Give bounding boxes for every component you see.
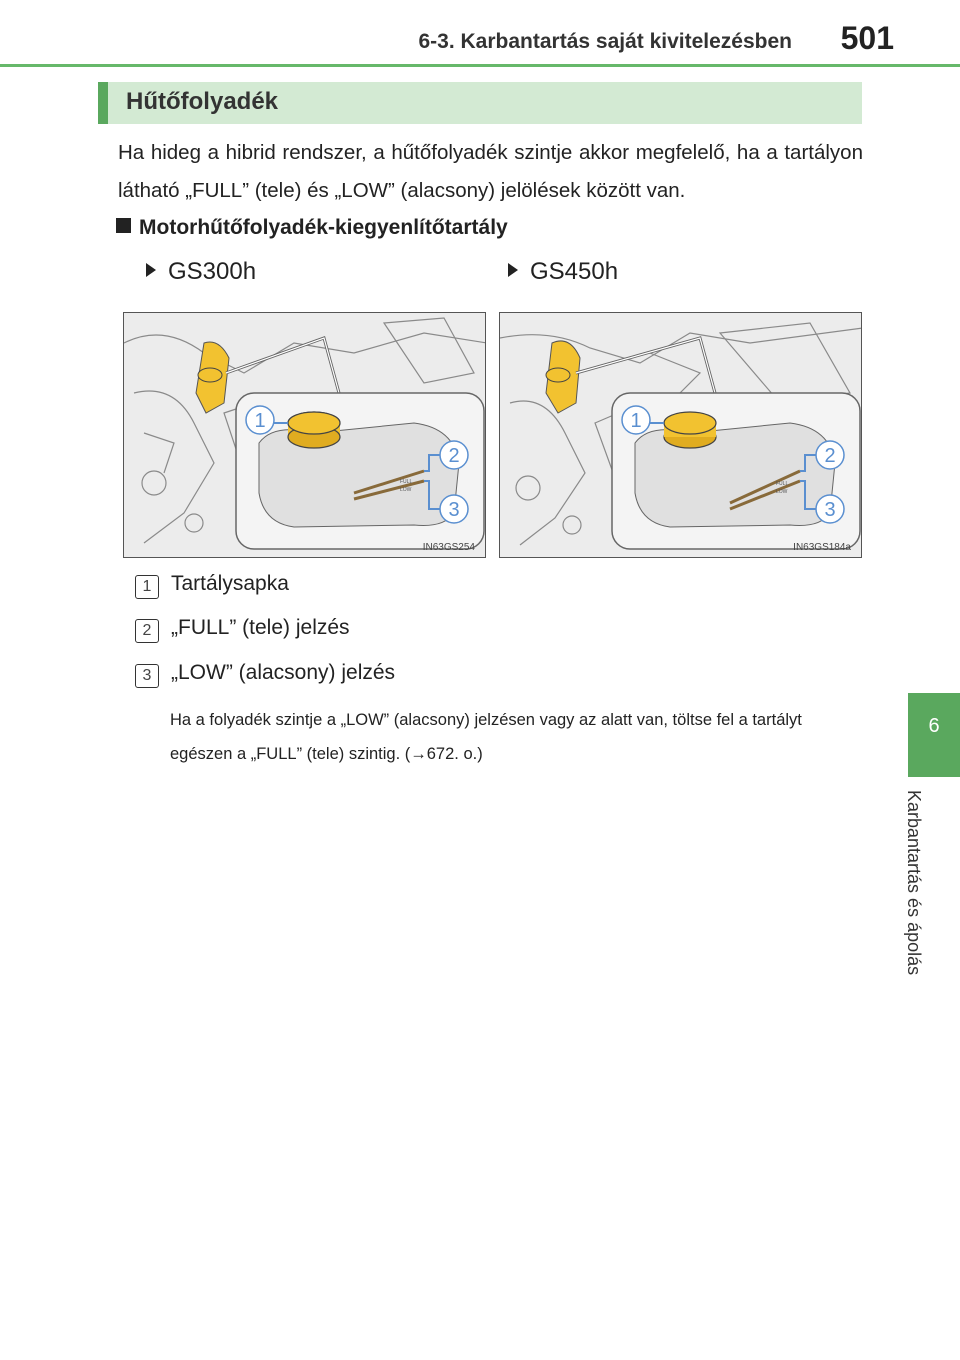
callout-3: 3 xyxy=(448,499,460,521)
triangle-bullet-icon xyxy=(508,263,518,277)
page-number: 501 xyxy=(840,20,894,56)
legend-number-badge: 3 xyxy=(135,664,159,688)
header-title: 6-3. Karbantartás saját kivitelezésben xyxy=(418,30,792,53)
callout-2: 2 xyxy=(448,445,460,467)
tank-label-low: LOW xyxy=(776,489,788,495)
figure-code: IN63GS184a xyxy=(793,542,851,553)
subheading-text: Motorhűtőfolyadék-kiegyenlítőtartály xyxy=(139,216,508,239)
figure-gs450h xyxy=(499,312,862,558)
tank-label-low: LOW xyxy=(400,487,412,493)
variant-text: GS300h xyxy=(168,258,257,285)
callout-1: 1 xyxy=(630,410,642,432)
legend-label: „LOW” (alacsony) jelzés xyxy=(171,661,396,684)
figure-code: IN63GS254 xyxy=(422,542,475,553)
engine-illustration xyxy=(124,313,486,558)
side-chapter-tab xyxy=(908,693,960,777)
tank-label-full: FULL xyxy=(776,481,789,487)
legend-label: Tartálysapka xyxy=(171,572,289,595)
callout-3: 3 xyxy=(824,499,836,521)
note-paragraph: Ha a folyadék szintje a „LOW” (alacsony) jelzésen vagy az alatt van, töltse fel a tartályt egészen a „FULL” (tele) szintig. (→672. o.) xyxy=(170,711,802,763)
legend-label: „FULL” (tele) jelzés xyxy=(171,616,350,639)
subheading xyxy=(116,216,508,240)
figure-gs300h xyxy=(123,312,486,558)
triangle-bullet-icon xyxy=(146,263,156,277)
header-rule xyxy=(0,64,960,67)
side-chapter-number: 6 xyxy=(928,715,940,737)
variant-label-gs300h xyxy=(146,258,256,286)
engine-illustration xyxy=(500,313,862,558)
side-chapter-label-text: Karbantartás és ápolás xyxy=(904,790,924,976)
callout-2: 2 xyxy=(824,445,836,467)
legend-number-badge: 2 xyxy=(135,619,159,643)
square-bullet-icon xyxy=(116,218,131,233)
section-title: Hűtőfolyadék xyxy=(126,88,279,115)
callout-1: 1 xyxy=(254,410,266,432)
section-bar xyxy=(98,82,862,124)
intro-paragraph: Ha hideg a hibrid rendszer, a hűtőfolyadék szintje akkor megfelelő, ha a tartályon látható „FULL” (tele) és „LOW” (alacsony) jelölések között van. xyxy=(118,141,863,202)
variant-text: GS450h xyxy=(530,258,619,285)
legend-number-badge: 1 xyxy=(135,575,159,599)
variant-label-gs450h xyxy=(508,258,618,286)
tank-label-full: FULL xyxy=(400,479,413,485)
